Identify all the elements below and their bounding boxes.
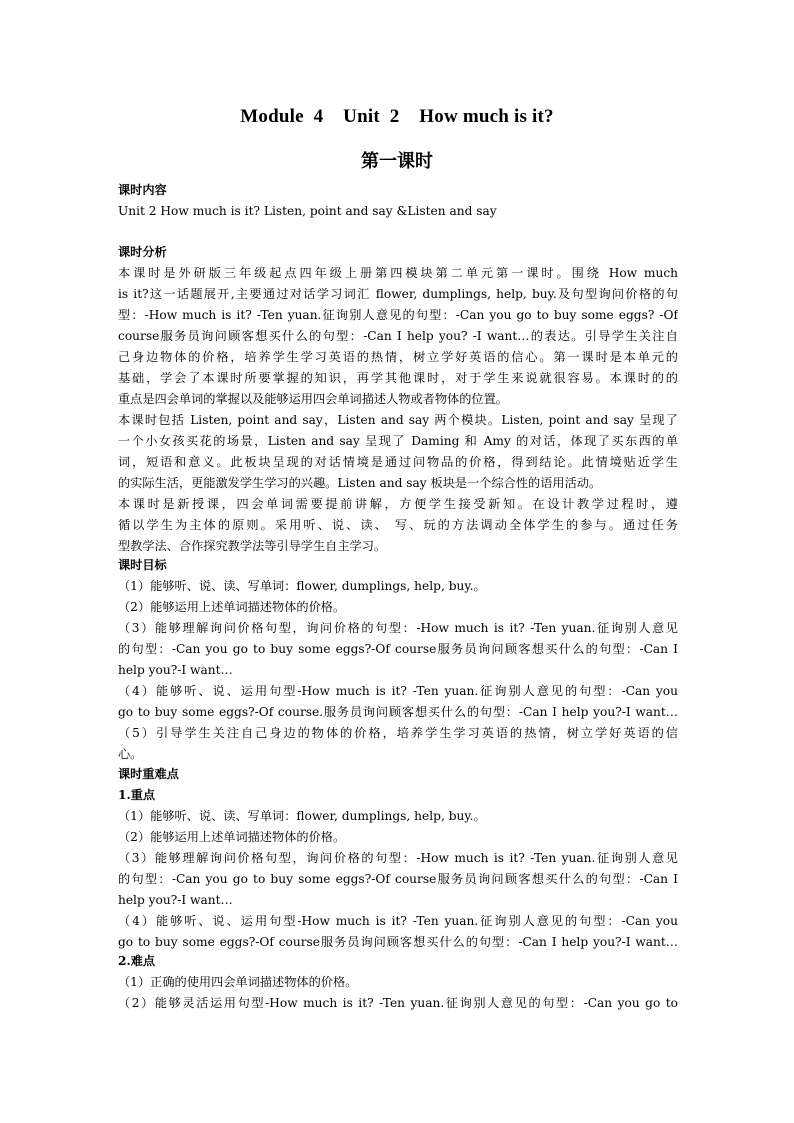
text-line: 型教学法、合作探究教学法等引导学生自主学习。 <box>118 539 387 553</box>
text-line: （2）能够灵活运用句型-How much is it? -Ten yuan.征询别人意见的句型：-Can you go to <box>118 996 678 1010</box>
text-line: （3）能够理解询问价格句型，询问价格的句型：-How much is it? -Ten yuan.征询别人意见 <box>118 851 678 865</box>
text-line: （4）能够听、说、运用句型-How much is it? -Ten yuan.征询别人意见的句型：-Can you <box>118 914 678 928</box>
text-line: （1）正确的使用四会单词描述物体的价格。 <box>118 975 358 989</box>
text-line: （5）引导学生关注自己身边的物体的价格，培养学生学习英语的热情，树立学好英语的信 <box>118 726 678 740</box>
heading-lesson-analysis: 课时分析 <box>118 245 167 259</box>
text-line: （4）能够听、说、运用句型-How much is it? -Ten yuan.征询别人意见的句型：-Can you <box>118 684 678 698</box>
heading-key-points: 课时重难点 <box>118 767 179 781</box>
text-line: 本课时包括 Listen, point and say，Listen and say 两个模块。Listen, point and say 呈现了 <box>118 413 678 427</box>
text-line: 本课时是新授课，四会单词需要提前讲解，方便学生接受新知。在设计教学过程时，遵 <box>118 497 678 511</box>
text-line: （1）能够听、说、读、写单词：flower, dumplings, help, buy.。 <box>118 579 486 593</box>
heading-difficulties: 2.难点 <box>118 954 156 968</box>
heading-focus: 1.重点 <box>118 788 156 802</box>
text-line: go to buy some eggs?-Of course服务员询问顾客想买什么的句型：-Can I help you?-I want… <box>118 935 678 949</box>
text-line: is it?这一话题展开,主要通过对话学习词汇 flower, dumplings, help, buy.及句型询问价格的句 <box>118 287 678 301</box>
text-line: 重点是四会单词的掌握以及能够运用四会单词描述人物或者物体的位置。 <box>118 392 508 406</box>
document-title: Module 4 Unit 2 How much is it? <box>240 106 554 127</box>
text-line: 基础，学会了本课时所要掌握的知识，再学其他课时，对于学生来说就很容易。本课时的的 <box>118 371 678 385</box>
text-line: 的句型：-Can you go to buy some eggs?-Of course服务员询问顾客想买什么的句型：-Can I <box>118 642 678 656</box>
heading-lesson-objectives: 课时目标 <box>118 558 167 572</box>
text-line: （2）能够运用上述单词描述物体的价格。 <box>118 830 346 844</box>
text-line: 的句型：-Can you go to buy some eggs?-Of course服务员询问顾客想买什么的句型：-Can I <box>118 872 678 886</box>
text-line: （1）能够听、说、读、写单词：flower, dumplings, help, buy.。 <box>118 809 486 823</box>
heading-lesson-content: 课时内容 <box>118 183 167 197</box>
text-line: 循以学生为主体的原则。采用听、说、读、 写、玩的方法调动全体学生的参与。通过任务 <box>118 518 678 532</box>
text-line: 词，短语和意义。此板块呈现的对话情境是通过问物品的价格，得到结论。此情境贴近学生 <box>118 455 678 469</box>
text-line: 本课时是外研版三年级起点四年级上册第四模块第二单元第一课时。围绕 How much <box>118 266 678 280</box>
text-line: 心。 <box>118 747 143 761</box>
text-line: 一个小女孩买花的场景，Listen and say 呈现了 Daming 和 Amy 的对话，体现了买东西的单 <box>118 434 678 448</box>
text-line: help you?-I want… <box>118 663 233 677</box>
text-line: help you?-I want… <box>118 893 233 907</box>
text-line: （3）能够理解询问价格句型，询问价格的句型：-How much is it? -Ten yuan.征询别人意见 <box>118 621 678 635</box>
lesson-subtitle: 第一课时 <box>361 151 433 172</box>
text-line: go to buy some eggs?-Of course.服务员询问顾客想买什么的句型：-Can I help you?-I want… <box>118 705 678 719</box>
text-line: 的实际生活，更能激发学生学习的兴趣。Listen and say 板块是一个综合性的语用活动。 <box>118 476 602 490</box>
text-line: 型：-How much is it? -Ten yuan.征询别人意见的句型：-Can you go to buy some eggs? -Of <box>118 308 678 322</box>
text-line: （2）能够运用上述单词描述物体的价格。 <box>118 600 346 614</box>
text-line: 己身边物体的价格，培养学生学习英语的热情，树立学好英语的信心。第一课时是本单元的 <box>118 350 678 364</box>
text-line: Unit 2 How much is it? Listen, point and say &Listen and say <box>118 204 497 218</box>
text-line: course服务员询问顾客想买什么的句型：-Can I help you? -I want…的表达。引导学生关注自 <box>118 329 678 343</box>
